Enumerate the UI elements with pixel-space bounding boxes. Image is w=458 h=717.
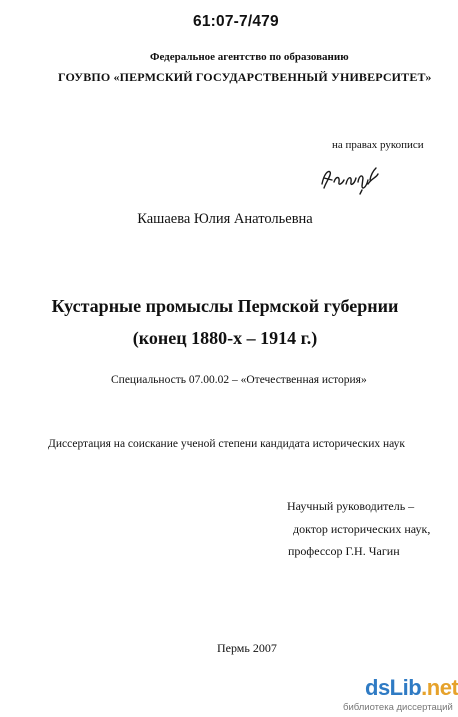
archive-stamp-number: 61:07-7/479 — [193, 13, 279, 30]
author-name: Кашаева Юлия Анатольевна — [137, 211, 313, 227]
agency-name: Федеральное агентство по образованию — [150, 51, 349, 63]
dslib-subtitle: библиотека диссертаций — [343, 702, 453, 713]
specialty-line: Специальность 07.00.02 – «Отечественная история» — [111, 374, 367, 386]
advisor-name: профессор Г.Н. Чагин — [288, 544, 400, 558]
dissertation-title-line-1: Кустарные промыслы Пермской губернии — [51, 296, 399, 316]
handwritten-signature — [318, 160, 388, 196]
advisor-degree: доктор исторических наук, — [293, 522, 431, 536]
dslib-logo — [365, 675, 458, 701]
degree-purpose: Диссертация на соискание ученой степени кандидата исторических наук — [48, 438, 406, 450]
university-name: ГОУВПО «ПЕРМСКИЙ ГОСУДАРСТВЕННЫЙ УНИВЕРСИТЕТ» — [58, 70, 432, 84]
dslib-logo-tld: .net — [421, 675, 458, 700]
dslib-logo-main: dsLib — [365, 675, 422, 700]
dslib-watermark — [343, 675, 458, 717]
advisor-role: Научный руководитель – — [287, 499, 415, 513]
place-and-year: Пермь 2007 — [217, 641, 277, 655]
rights-note: на правах рукописи — [332, 139, 424, 151]
dissertation-title-line-2: (конец 1880-х – 1914 г.) — [132, 328, 318, 348]
